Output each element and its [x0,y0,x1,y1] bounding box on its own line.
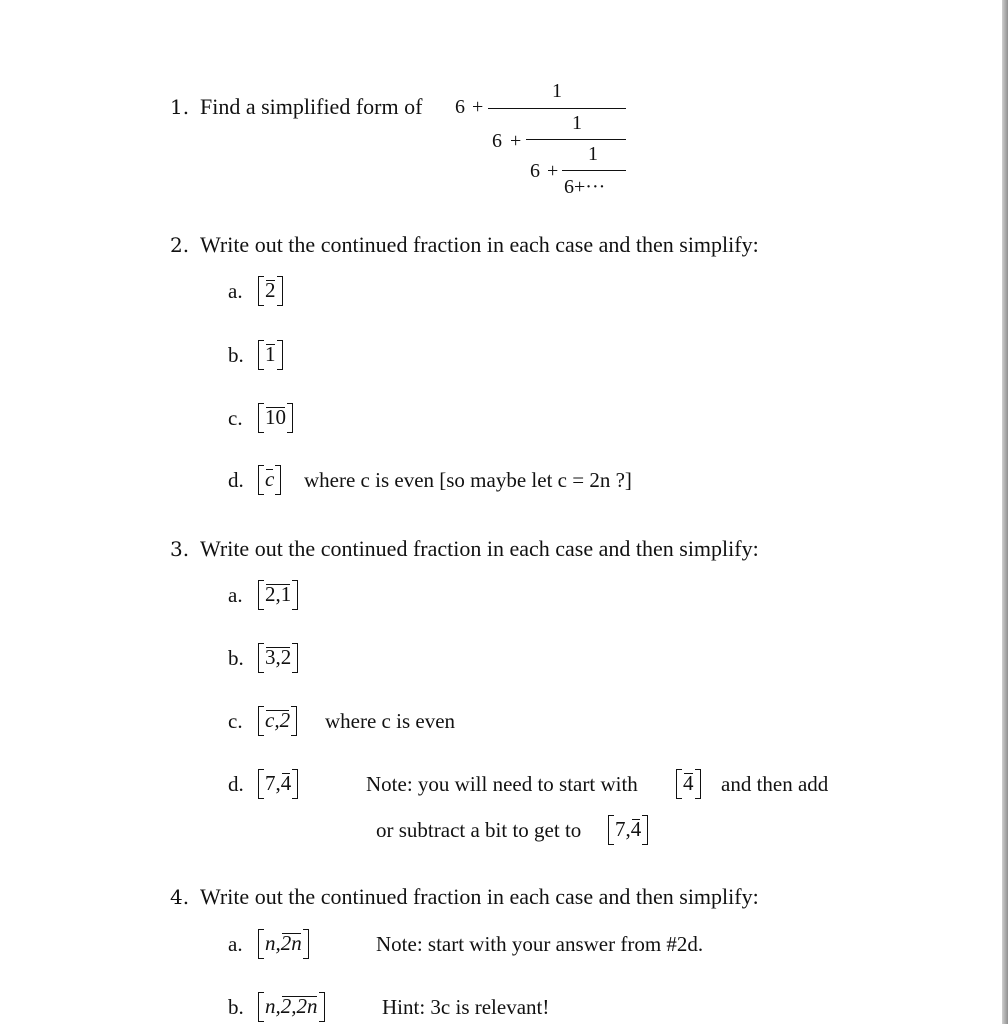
item-letter: a. [228,932,243,956]
question-number: 3. [170,537,190,561]
cf-plus-1: + [472,96,484,118]
question-number: 2. [170,233,190,257]
bracket-expression [258,992,325,1020]
cf-whole-1: 6 [455,96,465,118]
lead-value: 7, [265,771,281,795]
item-suffix: where c is even [so maybe let c = 2n ?] [304,468,632,492]
bracket-expression [258,706,297,734]
bracket-expression [258,769,298,797]
note-text: Hint: 3c is relevant! [382,995,550,1019]
bracket-expression [258,580,298,608]
item-letter: d. [228,772,244,796]
bracket-expression [676,769,701,797]
cf-whole-2: 6 [492,130,502,152]
cf-bar-1 [488,108,626,109]
cf-bar-2 [526,139,626,140]
bracket-expression [258,340,283,368]
cf-plus-2: + [510,130,522,152]
question-number: 1. [170,95,190,119]
item-letter: a. [228,583,243,607]
item-letter: a. [228,279,243,303]
cf-bar-3 [562,170,626,171]
cf-numerator-2: 1 [572,112,582,134]
bracket-expression [258,465,281,493]
bracket-expression [258,643,298,671]
item-letter: c. [228,709,243,733]
repeating-value: 4 [683,771,694,795]
lead-value: 7, [615,817,631,841]
cf-tail: 6+··· [564,176,606,198]
repeating-value: 10 [265,405,286,429]
cf-numerator-1: 1 [552,80,562,102]
question-text: Write out the continued fraction in each case and then simplify: [200,536,759,561]
bracket-expression [258,276,283,304]
item-letter: c. [228,406,243,430]
item-suffix: where c is even [325,709,456,733]
bracket-expression [258,929,309,957]
item-letter: b. [228,646,244,670]
repeating-value: 2 [265,278,276,302]
item-letter: b. [228,995,244,1019]
bracket-expression [608,815,648,843]
item-letter: d. [228,468,244,492]
repeating-value: 4 [280,771,292,795]
repeating-value: 2,1 [265,582,292,606]
repeating-value: 2,2n [280,994,318,1018]
repeating-value: 2n [280,931,302,955]
item-letter: b. [228,343,244,367]
question-number: 4. [170,885,190,909]
cf-whole-3: 6 [530,160,540,182]
bracket-expression [258,403,293,431]
cf-plus-3: + [547,160,559,182]
lead-value: n, [265,994,281,1018]
note-text: Note: start with your answer from #2d. [376,932,704,956]
repeating-value: 3,2 [265,645,292,669]
question-text: Write out the continued fraction in each case and then simplify: [200,232,759,257]
page-edge-shadow [1002,0,1008,1024]
note-text: and then add [721,772,829,796]
repeating-value: c [265,467,275,491]
question-text: Find a simplified form of [200,94,423,119]
lead-value: n, [265,931,281,955]
question-text: Write out the continued fraction in each case and then simplify: [200,884,759,909]
repeating-value: 4 [630,817,642,841]
cf-numerator-3: 1 [588,143,598,165]
note-text: or subtract a bit to get to [376,818,582,842]
repeating-value: 1 [265,342,276,366]
repeating-value: c,2 [265,708,291,732]
note-text: Note: you will need to start with [366,772,638,796]
